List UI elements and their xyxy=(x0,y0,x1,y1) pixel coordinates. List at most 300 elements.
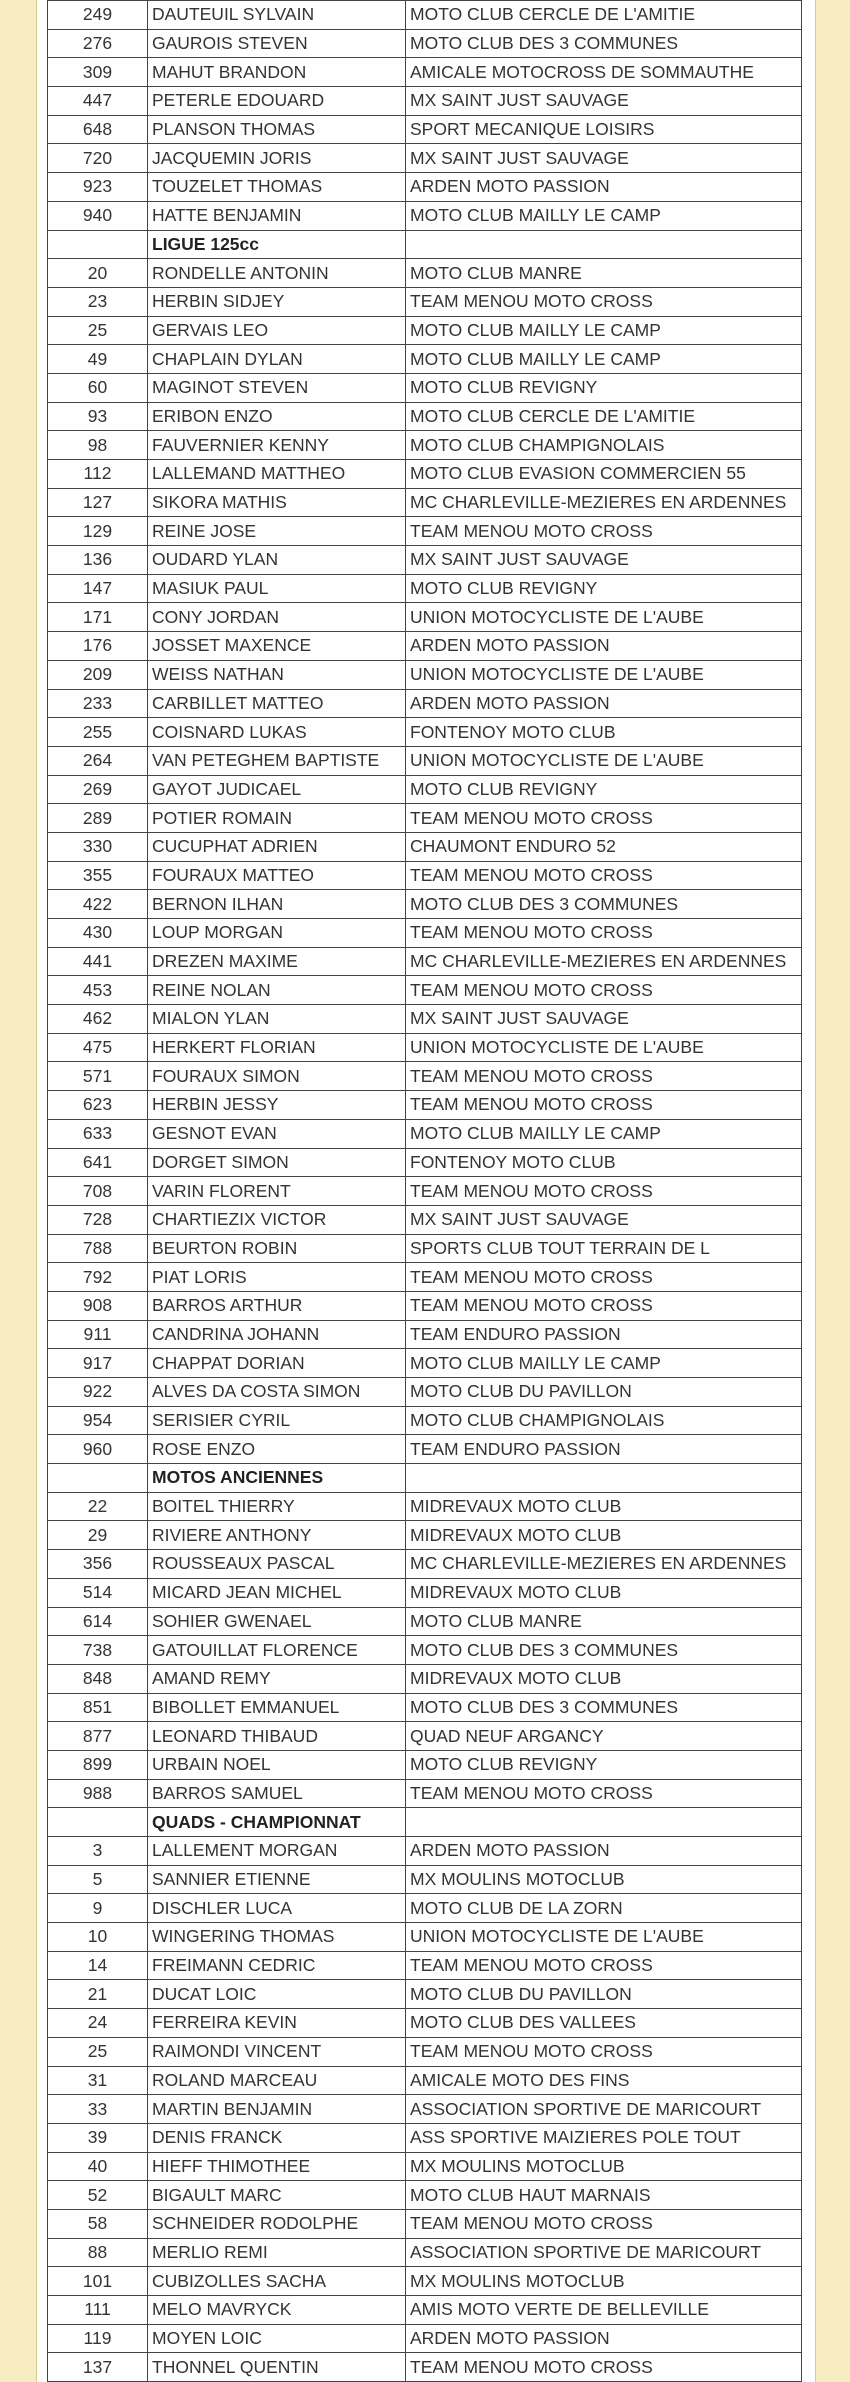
club-name: MOTO CLUB MANRE xyxy=(406,1607,802,1636)
rider-number: 899 xyxy=(48,1750,148,1779)
rider-number: 922 xyxy=(48,1378,148,1407)
rider-number: 430 xyxy=(48,919,148,948)
rider-number: 10 xyxy=(48,1923,148,1952)
rider-name: HERKERT FLORIAN xyxy=(148,1033,406,1062)
rider-name: LEONARD THIBAUD xyxy=(148,1722,406,1751)
rider-name: SIKORA MATHIS xyxy=(148,488,406,517)
rider-name: VARIN FLORENT xyxy=(148,1177,406,1206)
rider-number: 9 xyxy=(48,1894,148,1923)
entry-row xyxy=(48,546,802,575)
rider-name: CARBILLET MATTEO xyxy=(148,689,406,718)
rider-number: 88 xyxy=(48,2238,148,2267)
club-name: MOTO CLUB DU PAVILLON xyxy=(406,1378,802,1407)
rider-number: 119 xyxy=(48,2324,148,2353)
entry-row xyxy=(48,1693,802,1722)
club-name: TEAM MENOU MOTO CROSS xyxy=(406,804,802,833)
rider-number: 269 xyxy=(48,775,148,804)
club-name: MOTO CLUB REVIGNY xyxy=(406,1750,802,1779)
entry-row xyxy=(48,2238,802,2267)
entry-row xyxy=(48,1033,802,1062)
club-name: AMICALE MOTO DES FINS xyxy=(406,2066,802,2095)
club-name: UNION MOTOCYCLISTE DE L'AUBE xyxy=(406,746,802,775)
club-name: MOTO CLUB DES 3 COMMUNES xyxy=(406,1636,802,1665)
entry-row xyxy=(48,201,802,230)
club-name: MOTO CLUB MAILLY LE CAMP xyxy=(406,1349,802,1378)
rider-number: 792 xyxy=(48,1263,148,1292)
club-name: MOTO CLUB CHAMPIGNOLAIS xyxy=(406,431,802,460)
entry-row xyxy=(48,1320,802,1349)
entry-row xyxy=(48,2037,802,2066)
category-header-row xyxy=(48,1464,802,1493)
rider-number: 641 xyxy=(48,1148,148,1177)
rider-name: VAN PETEGHEM BAPTISTE xyxy=(148,746,406,775)
club-name: ARDEN MOTO PASSION xyxy=(406,2324,802,2353)
rider-name: TOUZELET THOMAS xyxy=(148,173,406,202)
club-name: UNION MOTOCYCLISTE DE L'AUBE xyxy=(406,603,802,632)
club-name: ASSOCIATION SPORTIVE DE MARICOURT xyxy=(406,2238,802,2267)
rider-name: CONY JORDAN xyxy=(148,603,406,632)
club-name: MOTO CLUB REVIGNY xyxy=(406,775,802,804)
rider-number: 571 xyxy=(48,1062,148,1091)
rider-number: 720 xyxy=(48,144,148,173)
rider-name: PLANSON THOMAS xyxy=(148,115,406,144)
rider-number: 129 xyxy=(48,517,148,546)
rider-name: FOURAUX SIMON xyxy=(148,1062,406,1091)
category-title: QUADS - CHAMPIONNAT xyxy=(148,1808,406,1837)
entry-row xyxy=(48,1521,802,1550)
club-name: MOTO CLUB DU PAVILLON xyxy=(406,1980,802,2009)
entry-row xyxy=(48,804,802,833)
club-name: TEAM ENDURO PASSION xyxy=(406,1435,802,1464)
club-name: AMICALE MOTOCROSS DE SOMMAUTHE xyxy=(406,58,802,87)
rider-name: MERLIO REMI xyxy=(148,2238,406,2267)
rider-name: MELO MAVRYCK xyxy=(148,2296,406,2325)
entry-row xyxy=(48,1607,802,1636)
rider-name: WINGERING THOMAS xyxy=(148,1923,406,1952)
club-name: MOTO CLUB DES 3 COMMUNES xyxy=(406,890,802,919)
entry-row xyxy=(48,1349,802,1378)
entry-row xyxy=(48,1,802,30)
club-name: MOTO CLUB REVIGNY xyxy=(406,574,802,603)
club-name: MOTO CLUB DES 3 COMMUNES xyxy=(406,29,802,58)
entry-row xyxy=(48,1148,802,1177)
club-name: UNION MOTOCYCLISTE DE L'AUBE xyxy=(406,1033,802,1062)
club-name: TEAM MENOU MOTO CROSS xyxy=(406,517,802,546)
entry-row xyxy=(48,1234,802,1263)
rider-name: DISCHLER LUCA xyxy=(148,1894,406,1923)
rider-number: 940 xyxy=(48,201,148,230)
rider-number: 33 xyxy=(48,2095,148,2124)
rider-name: PIAT LORIS xyxy=(148,1263,406,1292)
rider-name: RAIMONDI VINCENT xyxy=(148,2037,406,2066)
rider-number: 52 xyxy=(48,2181,148,2210)
club-name: MOTO CLUB DES 3 COMMUNES xyxy=(406,1693,802,1722)
rider-number: 39 xyxy=(48,2123,148,2152)
club-name: MX SAINT JUST SAUVAGE xyxy=(406,546,802,575)
rider-name: SANNIER ETIENNE xyxy=(148,1865,406,1894)
club-name: MC CHARLEVILLE-MEZIERES EN ARDENNES xyxy=(406,947,802,976)
entry-row xyxy=(48,431,802,460)
rider-number: 49 xyxy=(48,345,148,374)
rider-name: GESNOT EVAN xyxy=(148,1119,406,1148)
club-name: MOTO CLUB DE LA ZORN xyxy=(406,1894,802,1923)
rider-name: RONDELLE ANTONIN xyxy=(148,259,406,288)
entry-row xyxy=(48,947,802,976)
rider-name: GAYOT JUDICAEL xyxy=(148,775,406,804)
rider-number: 289 xyxy=(48,804,148,833)
entry-row xyxy=(48,316,802,345)
entry-row xyxy=(48,1664,802,1693)
club-name: MX MOULINS MOTOCLUB xyxy=(406,2152,802,2181)
club-name: MOTO CLUB DES VALLEES xyxy=(406,2009,802,2038)
rider-name: PETERLE EDOUARD xyxy=(148,87,406,116)
club-name: TEAM MENOU MOTO CROSS xyxy=(406,2353,802,2382)
rider-number: 40 xyxy=(48,2152,148,2181)
rider-number: 356 xyxy=(48,1550,148,1579)
rider-name: DUCAT LOIC xyxy=(148,1980,406,2009)
entry-row xyxy=(48,2209,802,2238)
entry-row xyxy=(48,2267,802,2296)
category-header-row xyxy=(48,230,802,259)
rider-number: 422 xyxy=(48,890,148,919)
club-name: MX SAINT JUST SAUVAGE xyxy=(406,1005,802,1034)
club-name: TEAM MENOU MOTO CROSS xyxy=(406,2209,802,2238)
club-name: MOTO CLUB MAILLY LE CAMP xyxy=(406,1119,802,1148)
entry-row xyxy=(48,87,802,116)
rider-number: 171 xyxy=(48,603,148,632)
rider-number: 911 xyxy=(48,1320,148,1349)
rider-name: BERNON ILHAN xyxy=(148,890,406,919)
rider-number: 441 xyxy=(48,947,148,976)
rider-name: MAGINOT STEVEN xyxy=(148,373,406,402)
entry-row xyxy=(48,603,802,632)
category-club-cell xyxy=(406,1808,802,1837)
rider-number: 3 xyxy=(48,1837,148,1866)
rider-number: 29 xyxy=(48,1521,148,1550)
rider-name: MICARD JEAN MICHEL xyxy=(148,1578,406,1607)
entry-row xyxy=(48,1837,802,1866)
rider-name: FAUVERNIER KENNY xyxy=(148,431,406,460)
rider-number: 249 xyxy=(48,1,148,30)
entry-row xyxy=(48,29,802,58)
club-name: MIDREVAUX MOTO CLUB xyxy=(406,1521,802,1550)
rider-name: ROLAND MARCEAU xyxy=(148,2066,406,2095)
entry-row xyxy=(48,2123,802,2152)
rider-name: ERIBON ENZO xyxy=(148,402,406,431)
entry-row xyxy=(48,1550,802,1579)
rider-number: 462 xyxy=(48,1005,148,1034)
club-name: MOTO CLUB REVIGNY xyxy=(406,373,802,402)
rider-name: URBAIN NOEL xyxy=(148,1750,406,1779)
rider-name: MAHUT BRANDON xyxy=(148,58,406,87)
club-name: TEAM MENOU MOTO CROSS xyxy=(406,1951,802,1980)
rider-number: 614 xyxy=(48,1607,148,1636)
rider-number: 20 xyxy=(48,259,148,288)
rider-name: GAUROIS STEVEN xyxy=(148,29,406,58)
club-name: SPORT MECANIQUE LOISIRS xyxy=(406,115,802,144)
club-name: UNION MOTOCYCLISTE DE L'AUBE xyxy=(406,660,802,689)
rider-name: WEISS NATHAN xyxy=(148,660,406,689)
rider-number: 21 xyxy=(48,1980,148,2009)
rider-name: POTIER ROMAIN xyxy=(148,804,406,833)
rider-name: OUDARD YLAN xyxy=(148,546,406,575)
entry-row xyxy=(48,718,802,747)
rider-number: 877 xyxy=(48,1722,148,1751)
rider-number: 136 xyxy=(48,546,148,575)
rider-name: BIBOLLET EMMANUEL xyxy=(148,1693,406,1722)
entry-row xyxy=(48,1980,802,2009)
rider-number: 101 xyxy=(48,2267,148,2296)
rider-name: DAUTEUIL SYLVAIN xyxy=(148,1,406,30)
rider-number: 31 xyxy=(48,2066,148,2095)
entry-row xyxy=(48,1779,802,1808)
rider-name: FOURAUX MATTEO xyxy=(148,861,406,890)
rider-number: 738 xyxy=(48,1636,148,1665)
entry-row xyxy=(48,460,802,489)
rider-number: 58 xyxy=(48,2209,148,2238)
club-name: MOTO CLUB MAILLY LE CAMP xyxy=(406,345,802,374)
rider-number: 93 xyxy=(48,402,148,431)
rider-name: SERISIER CYRIL xyxy=(148,1406,406,1435)
rider-number: 708 xyxy=(48,1177,148,1206)
rider-number: 22 xyxy=(48,1492,148,1521)
club-name: CHAUMONT ENDURO 52 xyxy=(406,832,802,861)
club-name: ASS SPORTIVE MAIZIERES POLE TOUT xyxy=(406,2123,802,2152)
rider-number: 848 xyxy=(48,1664,148,1693)
club-name: QUAD NEUF ARGANCY xyxy=(406,1722,802,1751)
club-name: MOTO CLUB MAILLY LE CAMP xyxy=(406,201,802,230)
rider-name: HIEFF THIMOTHEE xyxy=(148,2152,406,2181)
rider-number: 176 xyxy=(48,632,148,661)
club-name: ARDEN MOTO PASSION xyxy=(406,689,802,718)
rider-name: CHAPLAIN DYLAN xyxy=(148,345,406,374)
rider-number: 728 xyxy=(48,1205,148,1234)
club-name: MIDREVAUX MOTO CLUB xyxy=(406,1664,802,1693)
rider-name: ROUSSEAUX PASCAL xyxy=(148,1550,406,1579)
entry-row xyxy=(48,1263,802,1292)
rider-name: SOHIER GWENAEL xyxy=(148,1607,406,1636)
entry-row xyxy=(48,1750,802,1779)
rider-number: 330 xyxy=(48,832,148,861)
rider-name: HERBIN SIDJEY xyxy=(148,287,406,316)
category-club-cell xyxy=(406,1464,802,1493)
entry-row xyxy=(48,517,802,546)
entry-row xyxy=(48,58,802,87)
rider-number: 788 xyxy=(48,1234,148,1263)
club-name: MOTO CLUB MANRE xyxy=(406,259,802,288)
club-name: AMIS MOTO VERTE DE BELLEVILLE xyxy=(406,2296,802,2325)
entry-row xyxy=(48,402,802,431)
club-name: SPORTS CLUB TOUT TERRAIN DE L xyxy=(406,1234,802,1263)
rider-number: 954 xyxy=(48,1406,148,1435)
entry-row xyxy=(48,1119,802,1148)
rider-name: GERVAIS LEO xyxy=(148,316,406,345)
rider-name: ALVES DA COSTA SIMON xyxy=(148,1378,406,1407)
club-name: TEAM MENOU MOTO CROSS xyxy=(406,1263,802,1292)
rider-number: 98 xyxy=(48,431,148,460)
rider-name: HATTE BENJAMIN xyxy=(148,201,406,230)
rider-name: BEURTON ROBIN xyxy=(148,1234,406,1263)
rider-name: DENIS FRANCK xyxy=(148,2123,406,2152)
entry-row xyxy=(48,632,802,661)
rider-number: 127 xyxy=(48,488,148,517)
club-name: MOTO CLUB MAILLY LE CAMP xyxy=(406,316,802,345)
rider-number: 988 xyxy=(48,1779,148,1808)
rider-name: ROSE ENZO xyxy=(148,1435,406,1464)
entry-row xyxy=(48,1378,802,1407)
club-name: ARDEN MOTO PASSION xyxy=(406,632,802,661)
category-header-row xyxy=(48,1808,802,1837)
rider-number: 309 xyxy=(48,58,148,87)
entry-row xyxy=(48,861,802,890)
club-name: MIDREVAUX MOTO CLUB xyxy=(406,1578,802,1607)
club-name: FONTENOY MOTO CLUB xyxy=(406,718,802,747)
entry-row xyxy=(48,1205,802,1234)
club-name: TEAM MENOU MOTO CROSS xyxy=(406,1779,802,1808)
entry-row xyxy=(48,775,802,804)
rider-name: FERREIRA KEVIN xyxy=(148,2009,406,2038)
club-name: FONTENOY MOTO CLUB xyxy=(406,1148,802,1177)
entry-row xyxy=(48,1636,802,1665)
rider-number: 355 xyxy=(48,861,148,890)
rider-number: 147 xyxy=(48,574,148,603)
category-title: MOTOS ANCIENNES xyxy=(148,1464,406,1493)
document-page xyxy=(36,0,816,2382)
rider-name: JACQUEMIN JORIS xyxy=(148,144,406,173)
entry-row xyxy=(48,488,802,517)
entry-row xyxy=(48,574,802,603)
rider-number: 623 xyxy=(48,1091,148,1120)
rider-name: DORGET SIMON xyxy=(148,1148,406,1177)
entry-row xyxy=(48,689,802,718)
club-name: MOTO CLUB HAUT MARNAIS xyxy=(406,2181,802,2210)
rider-name: DREZEN MAXIME xyxy=(148,947,406,976)
rider-name: CUCUPHAT ADRIEN xyxy=(148,832,406,861)
rider-number: 908 xyxy=(48,1291,148,1320)
rider-name: CUBIZOLLES SACHA xyxy=(148,2267,406,2296)
rider-name: RIVIERE ANTHONY xyxy=(148,1521,406,1550)
entry-row xyxy=(48,1435,802,1464)
club-name: MOTO CLUB CHAMPIGNOLAIS xyxy=(406,1406,802,1435)
entry-list-table xyxy=(47,0,802,2382)
rider-name: MIALON YLAN xyxy=(148,1005,406,1034)
club-name: ARDEN MOTO PASSION xyxy=(406,173,802,202)
rider-name: GATOUILLAT FLORENCE xyxy=(148,1636,406,1665)
rider-name: JOSSET MAXENCE xyxy=(148,632,406,661)
category-number-cell xyxy=(48,1464,148,1493)
rider-number: 25 xyxy=(48,2037,148,2066)
club-name: ARDEN MOTO PASSION xyxy=(406,1837,802,1866)
club-name: MIDREVAUX MOTO CLUB xyxy=(406,1492,802,1521)
entry-row xyxy=(48,746,802,775)
club-name: TEAM MENOU MOTO CROSS xyxy=(406,1291,802,1320)
club-name: TEAM MENOU MOTO CROSS xyxy=(406,976,802,1005)
entry-row xyxy=(48,2296,802,2325)
club-name: TEAM MENOU MOTO CROSS xyxy=(406,919,802,948)
entry-row xyxy=(48,1492,802,1521)
rider-number: 137 xyxy=(48,2353,148,2382)
rider-name: COISNARD LUKAS xyxy=(148,718,406,747)
rider-name: MOYEN LOIC xyxy=(148,2324,406,2353)
rider-name: BOITEL THIERRY xyxy=(148,1492,406,1521)
entry-row xyxy=(48,2324,802,2353)
club-name: MOTO CLUB CERCLE DE L'AMITIE xyxy=(406,402,802,431)
rider-number: 447 xyxy=(48,87,148,116)
entry-row xyxy=(48,660,802,689)
category-number-cell xyxy=(48,230,148,259)
rider-number: 475 xyxy=(48,1033,148,1062)
category-club-cell xyxy=(406,230,802,259)
rider-number: 633 xyxy=(48,1119,148,1148)
entry-row xyxy=(48,976,802,1005)
rider-number: 264 xyxy=(48,746,148,775)
club-name: TEAM MENOU MOTO CROSS xyxy=(406,1062,802,1091)
rider-number: 453 xyxy=(48,976,148,1005)
rider-name: CHARTIEZIX VICTOR xyxy=(148,1205,406,1234)
rider-name: LOUP MORGAN xyxy=(148,919,406,948)
entry-row xyxy=(48,2353,802,2382)
rider-name: BARROS ARTHUR xyxy=(148,1291,406,1320)
rider-number: 233 xyxy=(48,689,148,718)
rider-name: BIGAULT MARC xyxy=(148,2181,406,2210)
rider-number: 111 xyxy=(48,2296,148,2325)
rider-number: 14 xyxy=(48,1951,148,1980)
club-name: TEAM MENOU MOTO CROSS xyxy=(406,287,802,316)
club-name: MX SAINT JUST SAUVAGE xyxy=(406,1205,802,1234)
club-name: TEAM MENOU MOTO CROSS xyxy=(406,1091,802,1120)
rider-name: MARTIN BENJAMIN xyxy=(148,2095,406,2124)
entry-list-body xyxy=(48,1,802,2382)
entry-row xyxy=(48,287,802,316)
rider-name: CHAPPAT DORIAN xyxy=(148,1349,406,1378)
entry-row xyxy=(48,2152,802,2181)
rider-number: 514 xyxy=(48,1578,148,1607)
rider-number: 112 xyxy=(48,460,148,489)
entry-row xyxy=(48,832,802,861)
rider-number: 209 xyxy=(48,660,148,689)
club-name: TEAM MENOU MOTO CROSS xyxy=(406,1177,802,1206)
entry-row xyxy=(48,1865,802,1894)
entry-row xyxy=(48,1005,802,1034)
entry-row xyxy=(48,1062,802,1091)
entry-row xyxy=(48,2181,802,2210)
rider-number: 923 xyxy=(48,173,148,202)
rider-number: 25 xyxy=(48,316,148,345)
rider-name: MASIUK PAUL xyxy=(148,574,406,603)
rider-name: BARROS SAMUEL xyxy=(148,1779,406,1808)
entry-row xyxy=(48,1291,802,1320)
club-name: TEAM MENOU MOTO CROSS xyxy=(406,861,802,890)
entry-row xyxy=(48,1578,802,1607)
club-name: MX SAINT JUST SAUVAGE xyxy=(406,87,802,116)
entry-row xyxy=(48,919,802,948)
category-number-cell xyxy=(48,1808,148,1837)
rider-number: 5 xyxy=(48,1865,148,1894)
rider-number: 917 xyxy=(48,1349,148,1378)
club-name: UNION MOTOCYCLISTE DE L'AUBE xyxy=(406,1923,802,1952)
rider-name: REINE NOLAN xyxy=(148,976,406,1005)
entry-row xyxy=(48,890,802,919)
rider-number: 648 xyxy=(48,115,148,144)
rider-name: FREIMANN CEDRIC xyxy=(148,1951,406,1980)
rider-name: AMAND REMY xyxy=(148,1664,406,1693)
rider-number: 851 xyxy=(48,1693,148,1722)
rider-number: 276 xyxy=(48,29,148,58)
club-name: TEAM ENDURO PASSION xyxy=(406,1320,802,1349)
entry-row xyxy=(48,259,802,288)
entry-row xyxy=(48,1091,802,1120)
entry-row xyxy=(48,1177,802,1206)
